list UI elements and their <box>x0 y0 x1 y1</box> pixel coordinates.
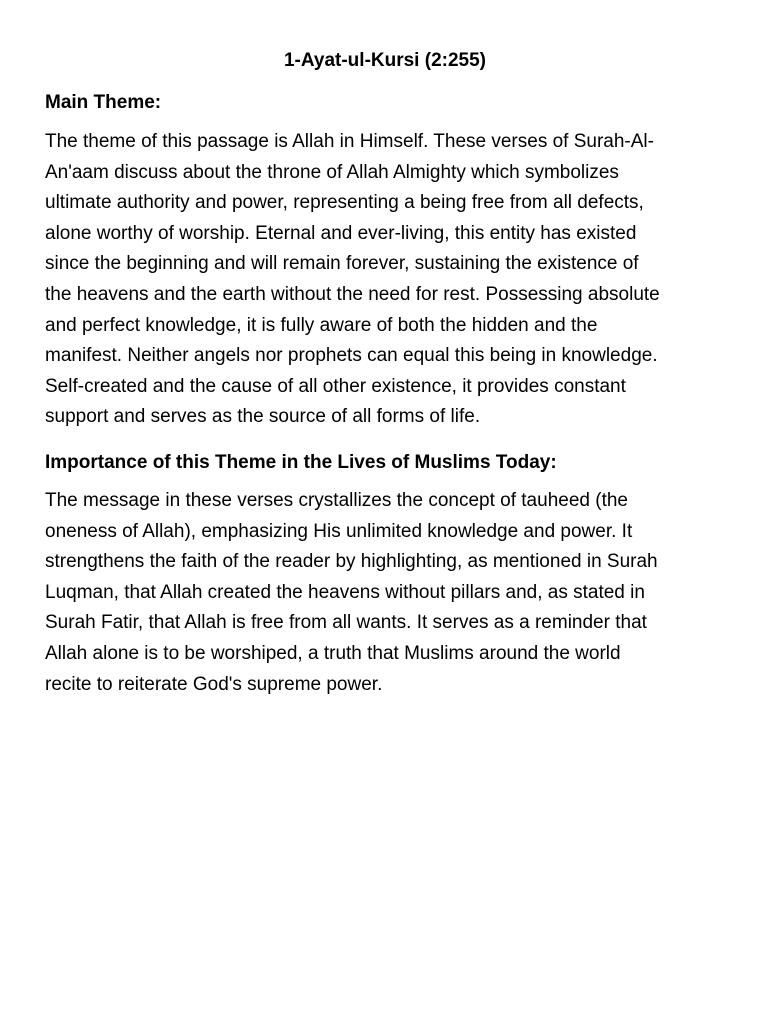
importance-paragraph <box>45 486 725 700</box>
paragraph-line: The theme of this passage is Allah in Himself. These verses of Surah-Al- <box>45 131 654 152</box>
paragraph-line: and perfect knowledge, it is fully aware of both the hidden and the <box>45 314 598 336</box>
paragraph-line: the heavens and the earth without the need for rest. Possessing absolute <box>45 283 660 305</box>
paragraph-line: Luqman, that Allah created the heavens without pillars and, as stated in <box>45 581 645 603</box>
paragraph-line: oneness of Allah), emphasizing His unlimited knowledge and power. It <box>45 520 633 542</box>
importance-heading: Importance of this Theme in the Lives of Muslims Today: <box>45 452 557 473</box>
paragraph-line: ultimate authority and power, representing a being free from all defects, <box>45 192 644 214</box>
paragraph-line: alone worthy of worship. Eternal and ever-living, this entity has existed <box>45 222 637 244</box>
document-title: 1-Ayat-ul-Kursi (2:255) <box>283 50 486 71</box>
paragraph-line: Allah alone is to be worshiped, a truth that Muslims around the world <box>45 642 621 664</box>
paragraph-line: manifest. Neither angels nor prophets can equal this being in knowledge. <box>45 345 658 367</box>
paragraph-line: An'aam discuss about the throne of Allah Almighty which symbolizes <box>45 161 619 183</box>
paragraph-line: Self-created and the cause of all other existence, it provides constant <box>45 375 626 397</box>
paragraph-line: recite to reiterate God's supreme power. <box>45 673 383 695</box>
main-theme-paragraph <box>45 127 725 433</box>
paragraph-line: support and serves as the source of all forms of life. <box>45 406 481 428</box>
main-theme-heading: Main Theme: <box>45 92 162 113</box>
paragraph-line: strengthens the faith of the reader by highlighting, as mentioned in Surah <box>45 551 658 573</box>
paragraph-line: The message in these verses crystallizes the concept of tauheed (the <box>45 490 628 511</box>
paragraph-line: Surah Fatir, that Allah is free from all wants. It serves as a reminder that <box>45 612 647 634</box>
paragraph-line: since the beginning and will remain forever, sustaining the existence of <box>45 253 639 275</box>
